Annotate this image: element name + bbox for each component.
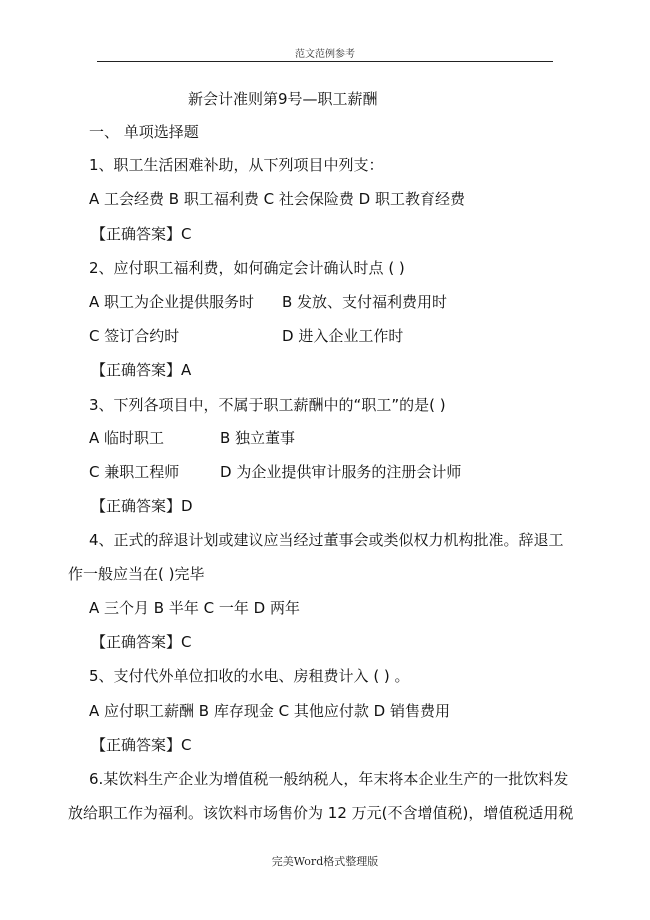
question-3-option-a: A 临时职工	[89, 429, 165, 447]
question-5-options: A 应付职工薪酬 B 库存现金 C 其他应付款 D 销售费用	[89, 702, 450, 720]
question-6-text-line-2: 放给职工作为福利。该饮料市场售价为 12 万元(不含增值税)，增值税适用税	[68, 804, 574, 822]
question-1-options: A 工会经费 B 职工福利费 C 社会保险费 D 职工教育经费	[89, 190, 465, 208]
document-title: 新会计准则第9号—职工薪酬	[188, 90, 378, 108]
page-header: 范文范例参考	[295, 49, 355, 60]
question-2-option-a: A 职工为企业提供服务时	[89, 293, 255, 311]
question-2-text: 2、应付职工福利费，如何确定会计确认时点 ( )	[89, 259, 405, 277]
header-rule	[97, 61, 553, 62]
question-3-answer: 【正确答案】D	[91, 497, 193, 515]
question-5-answer: 【正确答案】C	[91, 736, 192, 754]
question-4-text-line-1: 4、正式的辞退计划或建议应当经过董事会或类似权力机构批准。辞退工	[89, 531, 564, 549]
question-1-answer: 【正确答案】C	[91, 225, 192, 243]
page-footer: 完美Word格式整理版	[271, 855, 379, 868]
question-4-text-line-2: 作一般应当在( )完毕	[68, 565, 205, 583]
question-1-text: 1、职工生活困难补助，从下列项目中列支：	[89, 156, 384, 174]
question-4-options: A 三个月 B 半年 C 一年 D 两年	[89, 599, 300, 617]
section-heading: 一、 单项选择题	[89, 123, 199, 141]
question-3-option-c: C 兼职工程师	[89, 463, 180, 481]
question-2-answer: 【正确答案】A	[91, 361, 192, 379]
question-5-text: 5、支付代外单位扣收的水电、房租费计入 ( ) 。	[89, 667, 410, 685]
question-3-text: 3、下列各项目中，不属于职工薪酬中的“职工”的是( )	[89, 396, 446, 414]
question-3-option-d: D 为企业提供审计服务的注册会计师	[220, 463, 462, 481]
question-3-option-b: B 独立董事	[220, 429, 296, 447]
question-2-option-c: C 签订合约时	[89, 327, 180, 345]
question-4-answer: 【正确答案】C	[91, 633, 192, 651]
question-2-option-d: D 进入企业工作时	[282, 327, 404, 345]
question-2-option-b: B 发放、支付福利费用时	[282, 293, 448, 311]
question-6-text-line-1: 6.某饮料生产企业为增值税一般纳税人，年末将本企业生产的一批饮料发	[89, 770, 569, 788]
